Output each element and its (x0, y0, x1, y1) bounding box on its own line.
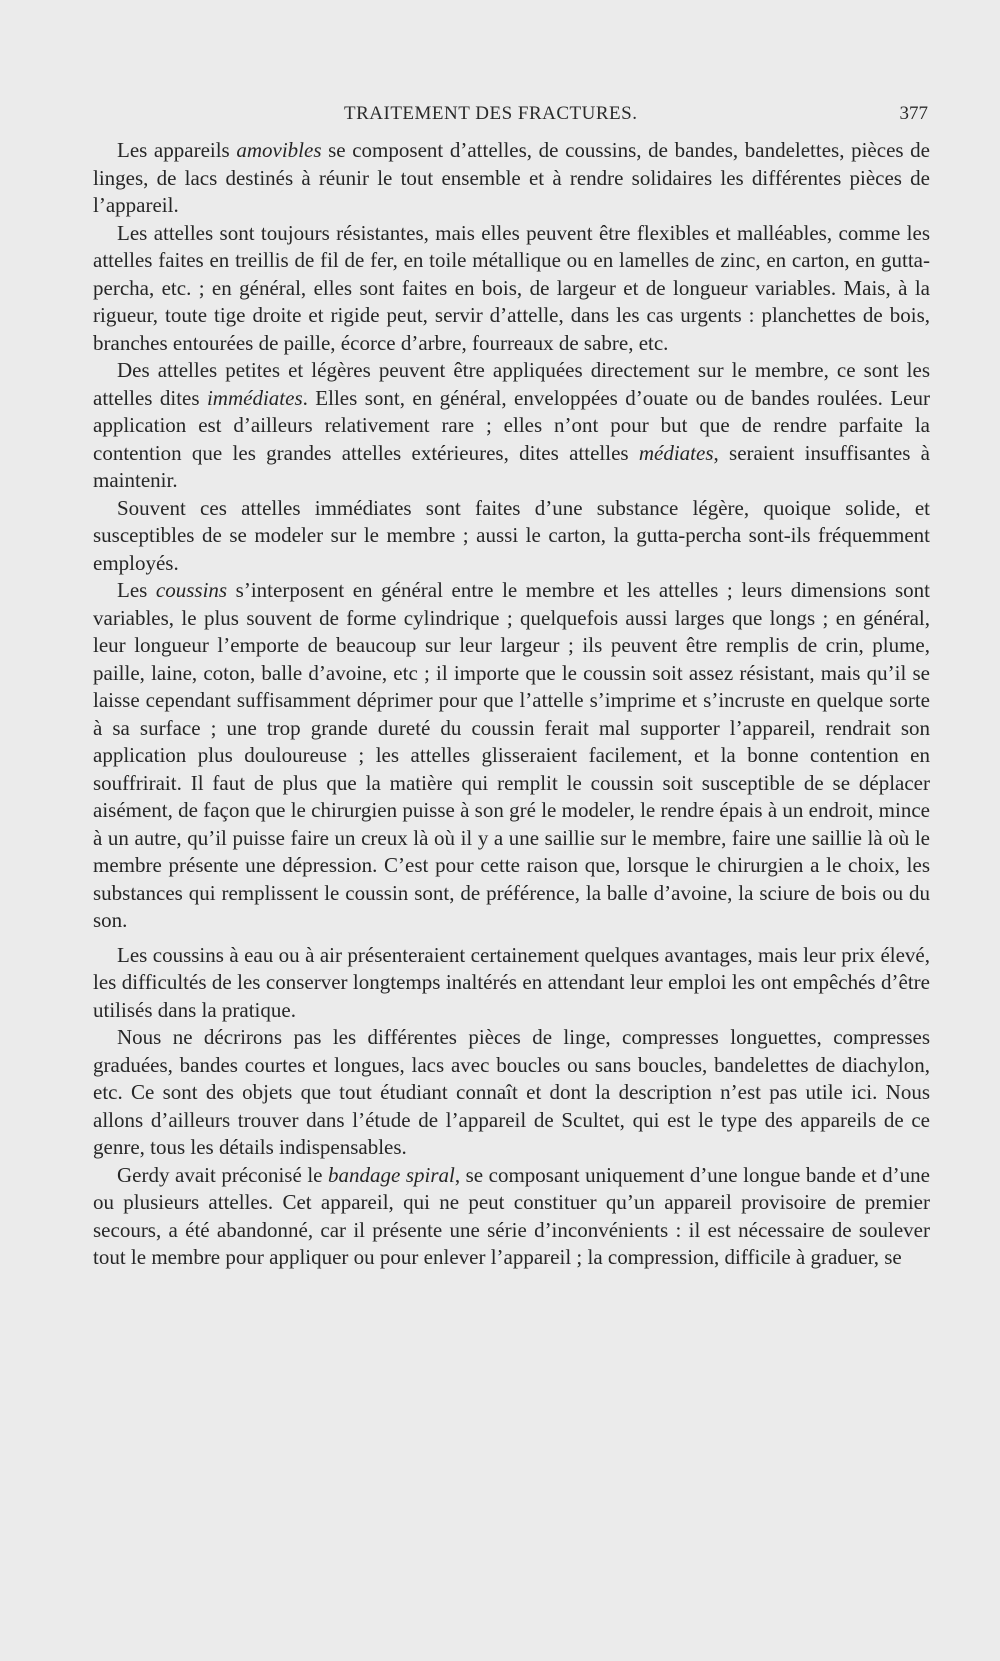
text-run: Les (117, 578, 156, 602)
page-number: 377 (899, 103, 928, 124)
running-title: TRAITEMENT DES FRACTURES. (344, 103, 638, 124)
italic-term: bandage spiral (328, 1162, 455, 1187)
text-run: Des attelles petites et légères peuvent être appliquées directement sur le membre, ce sont les attelles dites (93, 358, 930, 410)
italic-term: amovibles (236, 138, 322, 162)
text-run: Nous ne décrirons pas les différentes pièces de linge, compresses longuettes, compresses graduées, bandes courtes et longues, lacs avec boucles ou sans boucles, bandelettes de diachylon, etc. Ce sont des objets que tout étudiant connaît et dont la description n’est pas utile ici. Nous allons d’ailleurs trouver dans l’étude de l’appareil de Scultet, qui est le type des appareils de ce genre, tous les détails indispensables. (93, 1025, 930, 1159)
body-text (93, 137, 930, 1272)
paragraph (93, 577, 930, 935)
paragraph (93, 1024, 930, 1162)
text-run: , seraient insuffisantes à maintenir. (93, 440, 930, 492)
italic-term: médiates (638, 440, 714, 465)
text-run: Les appareils (117, 138, 237, 162)
text-run: . Elles sont, en général, enveloppées d’ouate ou de bandes roulées. Leur application est d’ailleurs relativement rare ; elles n’ont pour but que de rendre parfaite la contention que les grandes attelles extérieures, dites attelles (93, 385, 930, 465)
text-run: Les coussins à eau ou à air présenteraient certainement quelques avantages, mais leur prix élevé, les difficultés de les conserver longtemps inaltérés en attendant leur emploi les ont empêchés d’être utilisés dans la pratique. (93, 942, 930, 1022)
italic-term: immédiates (206, 385, 303, 410)
paragraph (93, 942, 930, 1025)
paragraph (93, 220, 930, 358)
page-header (92, 103, 932, 129)
paragraph (93, 495, 930, 578)
paragraph (93, 357, 930, 495)
text-run: se composent d’attelles, de coussins, de bandes, bandelettes, pièces de linges, de lacs destinés à réunir le tout ensemble et à rendre solidaires les différentes pièces de l’appareil. (93, 138, 930, 217)
text-run: Souvent ces attelles immédiates sont faites d’une substance légère, quoique solide, et susceptibles de se modeler sur le membre ; aussi le carton, la gutta-percha sont-ils fréquemment employés. (93, 495, 930, 575)
text-run: Gerdy avait préconisé le (117, 1162, 328, 1187)
text-run: , se composant uniquement d’une longue bande et d’une ou plusieurs attelles. Cet appareil, qui ne peut constituer qu’un appareil provisoire de premier secours, a été abandonné, car il présente une série d’inconvénients : il est nécessaire de soulever tout le membre pour appliquer ou pour enlever l’appareil ; la compression, difficile à graduer, se (93, 1162, 930, 1269)
paragraph (93, 1162, 930, 1272)
text-run: s’interposent en général entre le membre et les attelles ; leurs dimensions sont variables, le plus souvent de forme cylindrique ; quelquefois aussi larges que longs ; en général, leur longueur l’emporte de beaucoup sur leur largeur ; ils peuvent être remplis de crin, plume, paille, laine, coton, balle d’avoine, etc ; il importe que le coussin soit assez résistant, mais qu’il se laisse cependant suffisamment déprimer pour que l’attelle s’imprime et s’incruste en quelque sorte à sa surface ; une trop grande dureté du coussin ferait mal supporter l’appareil, rendrait son application plus douloureuse ; les attelles glisseraient facilement, et la bonne contention en souffrirait. Il faut de plus que la matière qui remplit le coussin soit susceptible de se déplacer aisément, de façon que le chirurgien puisse à son gré le modeler, le rendre épais à un endroit, mince à un autre, qu’il puisse faire un creux là où il y a une saillie sur le membre, faire une saillie là où le membre présente une dépression. C’est pour cette raison que, lorsque le chirurgien a le choix, les substances qui remplissent le coussin sont, de préférence, la balle d’avoine, la sciure de bois ou du son. (93, 578, 930, 932)
italic-term: coussins (155, 578, 228, 602)
paragraph (93, 137, 930, 220)
text-run: Les attelles sont toujours résistantes, mais elles peuvent être flexibles et malléables, comme les attelles faites en treillis de fil de fer, en toile métallique ou en lamelles de zinc, en carton, en gutta-percha, etc. ; en général, elles sont faites en bois, de largeur et de longueur variables. Mais, à la rigueur, toute tige droite et rigide peut, servir d’attelle, dans les cas urgents : planchettes de bois, branches entourées de paille, écorce d’arbre, fourreaux de sabre, etc. (93, 220, 930, 355)
